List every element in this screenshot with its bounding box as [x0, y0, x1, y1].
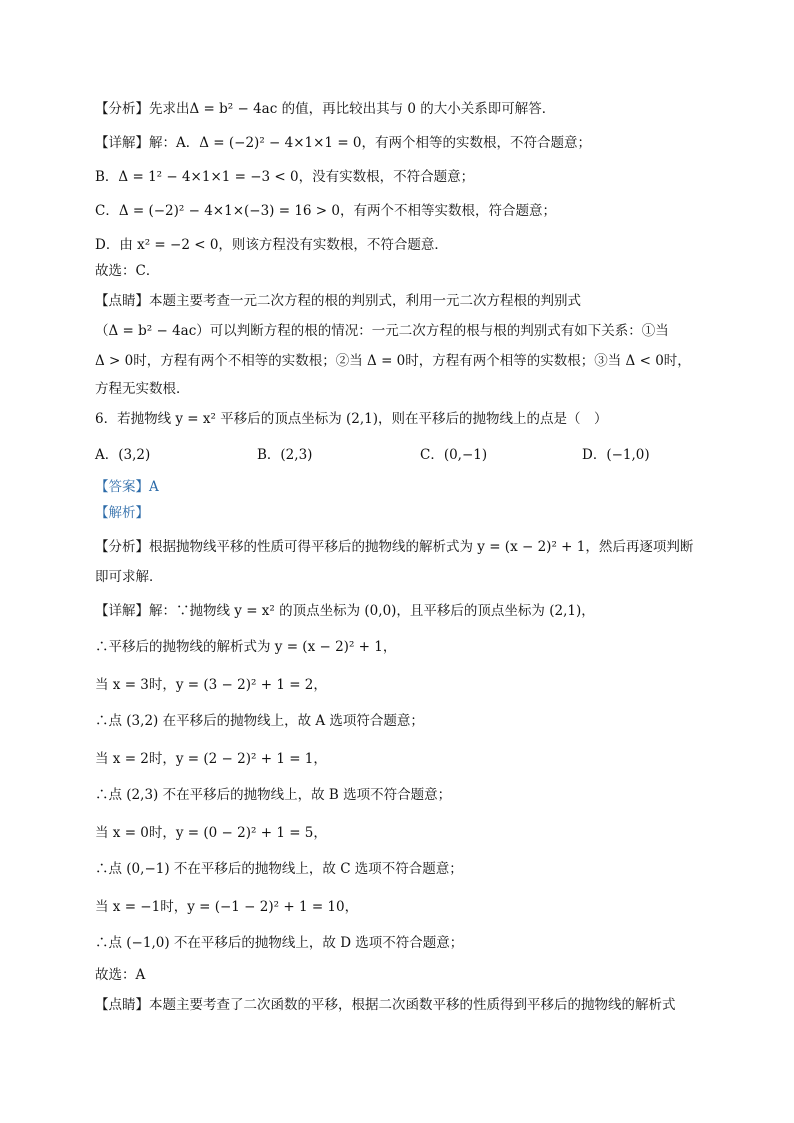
- detail2-line-1: 【详解】解：∵抛物线 y = x² 的顶点坐标为 (0,0)，且平移后的顶点坐标为 (2,1)，: [95, 603, 595, 619]
- detail-line-b: B．Δ = 1² − 4×1×1 = −3 < 0，没有实数根，不符合题意；: [95, 169, 475, 185]
- detail2-line-8: ∴点 (0,−1) 不在平移后的抛物线上，故 C 选项不符合题意；: [95, 861, 463, 877]
- detail2-line-6: ∴点 (2,3) 不在平移后的抛物线上，故 B 选项不符合题意；: [95, 787, 452, 803]
- detail-line-a: 【详解】解：A．Δ = (−2)² − 4×1×1 = 0，有两个相等的实数根，不符合题意；: [95, 135, 592, 151]
- option-b: B．(2,3): [257, 447, 313, 463]
- detail2-line-7: 当 x = 0时，y = (0 − 2)² + 1 = 5，: [95, 825, 327, 841]
- comment2-line-1: 【点睛】本题主要考查了二次函数的平移，根据二次函数平移的性质得到平移后的抛物线的解析式: [95, 997, 676, 1013]
- analysis-label: 【解析】: [95, 505, 149, 521]
- question-6-stem: 6．若抛物线 y = x² 平移后的顶点坐标为 (2,1)，则在平移后的抛物线上的点是（ ）: [95, 411, 608, 427]
- detail2-line-4: ∴点 (3,2) 在平移后的抛物线上，故 A 选项符合题意；: [95, 713, 424, 729]
- choice-line: 故选：C．: [95, 263, 160, 279]
- detail-line-d: D．由 x² = −2 < 0，则该方程没有实数根，不符合题意．: [95, 237, 448, 253]
- comment-line-2: （Δ = b² − 4ac）可以判断方程的根的情况：一元二次方程的根与根的判别式有如下关系：①当: [95, 323, 669, 339]
- option-c: C．(0,−1): [420, 447, 488, 463]
- detail2-line-9: 当 x = −1时，y = (−1 − 2)² + 1 = 10，: [95, 899, 359, 915]
- analysis2-line-2: 即可求解．: [95, 569, 163, 585]
- detail-line-c: C．Δ = (−2)² − 4×1×(−3) = 16 > 0，有两个不相等实数根，符合题意；: [95, 203, 557, 219]
- option-a: A．(3,2): [95, 447, 151, 463]
- detail2-line-3: 当 x = 3时，y = (3 − 2)² + 1 = 2，: [95, 677, 327, 693]
- detail2-line-5: 当 x = 2时，y = (2 − 2)² + 1 = 1，: [95, 751, 327, 767]
- analysis2-line-1: 【分析】根据抛物线平移的性质可得平移后的抛物线的解析式为 y = (x − 2)² + 1，然后再逐项判断: [95, 539, 694, 555]
- detail2-line-2: ∴平移后的抛物线的解析式为 y = (x − 2)² + 1，: [95, 639, 397, 655]
- comment-line-4: 方程无实数根．: [95, 381, 190, 397]
- detail2-line-10: ∴点 (−1,0) 不在平移后的抛物线上，故 D 选项不符合题意；: [95, 935, 464, 951]
- answer-label: 【答案】A: [95, 479, 159, 495]
- option-d: D．(−1,0): [582, 447, 650, 463]
- analysis-line-1: 【分析】先求出Δ = b² − 4ac 的值，再比较出其与 0 的大小关系即可解答．: [95, 101, 556, 117]
- comment-line-1: 【点睛】本题主要考查一元二次方程的根的判别式，利用一元二次方程根的判别式: [95, 293, 581, 309]
- comment-line-3: Δ > 0时，方程有两个不相等的实数根；②当 Δ = 0时，方程有两个相等的实数根；③当 Δ < 0时，: [95, 353, 691, 369]
- choice2-line: 故选：A: [95, 967, 146, 983]
